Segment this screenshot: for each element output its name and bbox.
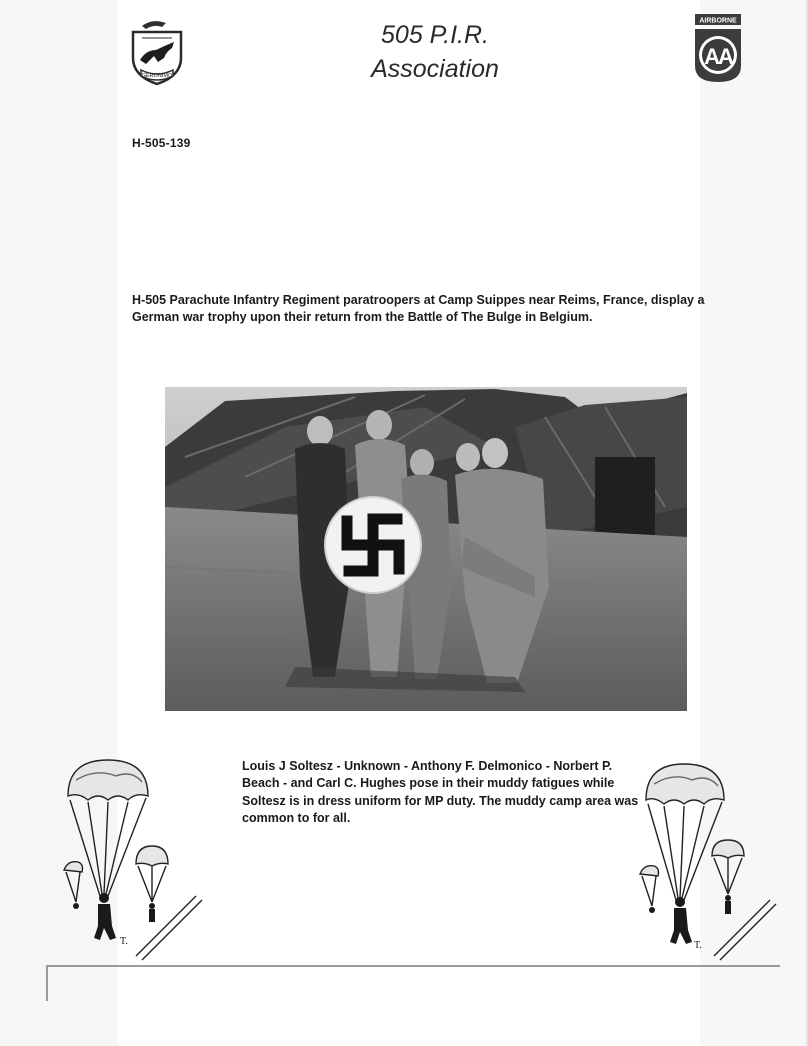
title-line-1: 505 P.I.R. (381, 21, 489, 49)
photo-description: H-505 Parachute Infantry Regiment paratroopers at Camp Suippes near Reims, France, display a German war trophy upon their return from the Battle of The Bulge in Belgium. (132, 293, 705, 324)
title-line-2: Association (371, 55, 499, 83)
parachutists-icon (56, 756, 204, 962)
historical-photograph (165, 387, 687, 711)
airborne-patch-logo (693, 12, 743, 84)
svg-text:T.: T. (694, 940, 702, 951)
svg-text:AA: AA (704, 44, 732, 69)
parachutists-icon (634, 760, 780, 966)
footer-divider (46, 965, 780, 967)
footer-corner-mark (46, 965, 48, 1001)
svg-text:AIRBORNE: AIRBORNE (699, 17, 737, 25)
svg-text:GERONIMO: GERONIMO (141, 73, 173, 79)
svg-text:T.: T. (120, 936, 128, 947)
association-title (330, 18, 540, 86)
photo-caption: Louis J Soltesz - Unknown - Anthony F. Delmonico - Norbert P. Beach - and Carl C. Hughes pose in their muddy fatigues while Soltesz is in dress uniform for MP duty. The muddy camp area was common to for all. (242, 759, 639, 825)
reference-code: H-505-139 (132, 136, 191, 150)
regimental-crest-logo (128, 16, 186, 88)
